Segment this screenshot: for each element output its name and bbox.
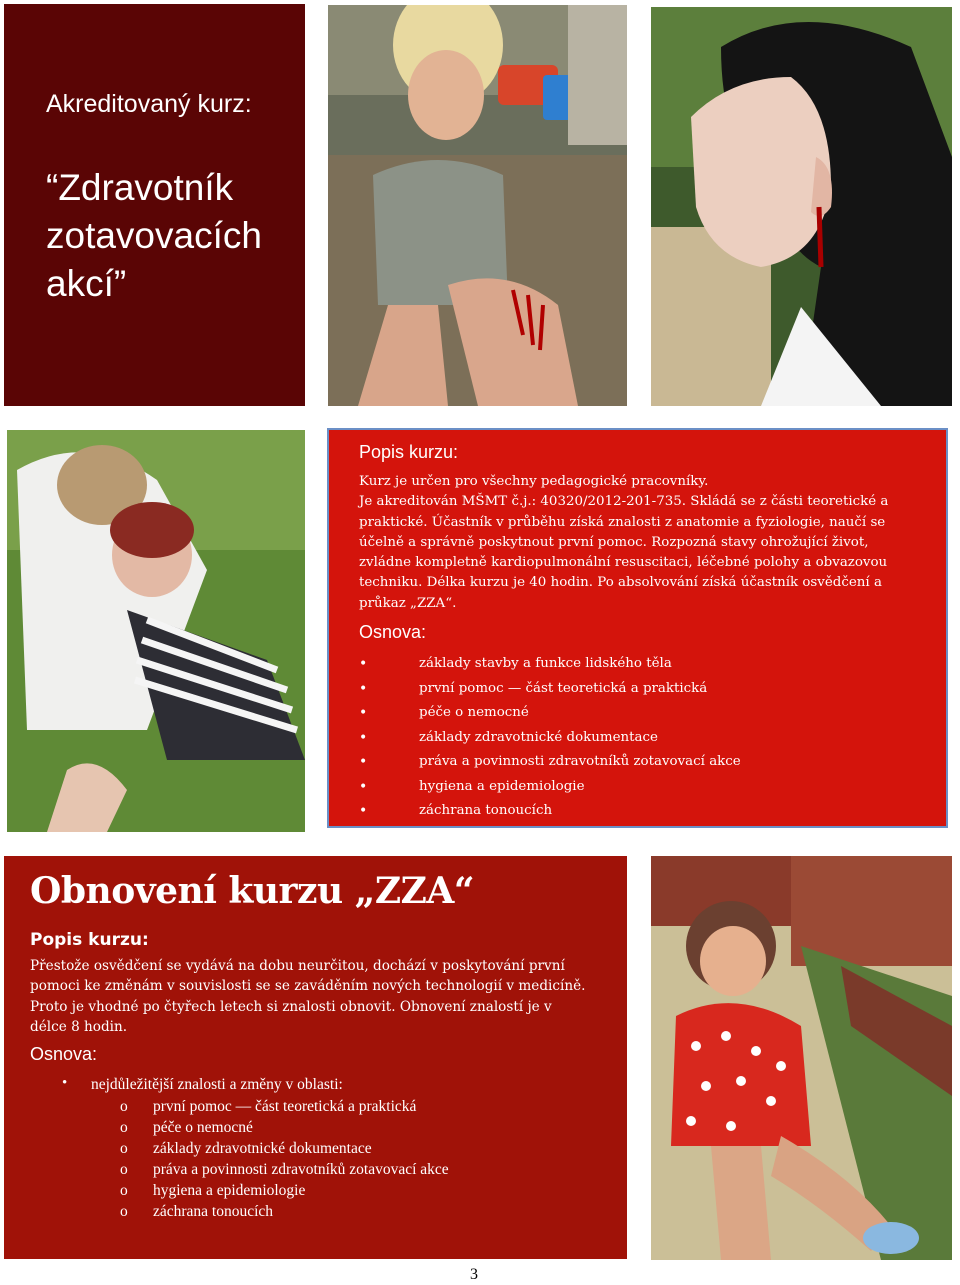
description-line-1: Kurz je určen pro všechny pedagogické pracovníky. xyxy=(359,474,709,489)
course-title-block xyxy=(4,4,305,406)
renewal-main-item-text: nejdůležitější znalosti a změny v oblasti: xyxy=(91,1076,343,1093)
bullet: • xyxy=(62,1075,68,1091)
title-pre: Akreditovaný kurz: xyxy=(46,90,252,118)
photo-woman-bleeding-ear xyxy=(651,7,952,406)
renewal-heading: Popis kurzu: xyxy=(30,930,149,950)
list-item: • první pomoc — část teoretická a praktická xyxy=(359,677,741,702)
page-number: 3 xyxy=(470,1266,478,1283)
renewal-block xyxy=(4,856,627,1259)
list-item: o práva a povinnosti zdravotníků zotavovací akce xyxy=(120,1161,449,1178)
list-item: o hygiena a epidemiologie xyxy=(120,1182,306,1199)
list-item: o základy zdravotnické dokumentace xyxy=(120,1140,372,1157)
renewal-text: Přestože osvědčení se vydává na dobu neurčitou, dochází v poskytování první pomoci ke změnám v souvislosti se se zaváděním nových technologií v medicíně. Proto je vhodné po čtyřech letech si znalosti obnovit. Obnovení znalostí je v délce 8 hodin. xyxy=(30,958,586,1036)
renewal-sub-list xyxy=(120,1096,449,1222)
list-item: o péče o nemocné xyxy=(120,1119,253,1136)
description-text xyxy=(359,472,919,614)
course-description-block xyxy=(327,428,948,828)
list-item: • práva a povinnosti zdravotníků zotavovací akce xyxy=(359,750,741,775)
description-heading: Popis kurzu: xyxy=(359,442,459,462)
list-item: • záchrana tonoucích xyxy=(359,799,741,824)
course-title: “Zdravotník zotavovacích akcí” xyxy=(46,167,262,304)
photo-first-aid-recovery xyxy=(7,430,305,832)
syllabus-heading: Osnova: xyxy=(359,622,427,642)
renewal-syllabus-heading: Osnova: xyxy=(30,1044,98,1064)
list-item: • péče o nemocné xyxy=(359,701,741,726)
renewal-title: Obnovení kurzu „ZZA“ xyxy=(30,870,475,912)
photo-girl-red-dress xyxy=(651,856,952,1260)
syllabus-list xyxy=(359,652,741,824)
list-item: o záchrana tonoucích xyxy=(120,1203,274,1220)
photo-girl-injured-knee xyxy=(328,5,627,406)
list-item: • základy stavby a funkce lidského těla xyxy=(359,652,741,677)
list-item: • základy zdravotnické dokumentace xyxy=(359,726,741,751)
list-item: • hygiena a epidemiologie xyxy=(359,775,741,800)
description-line-2: Je akreditován MŠMT č.j.: 40320/2012-201-735. Skládá se z části teoretické a praktické. Účastník v průběhu získá znalosti z anatomie a fyziologie, naučí se účelně a správně poskytnout první pomoc. Rozpozná stavy ohrožující život, zvládne kompletně kardiopulmonální resuscitaci, léčebné polohy a obvazovou techniku. Délka kurzu je 40 hodin. Po absolvování získá účastník osvědčení a průkaz „ZZA“. xyxy=(359,494,889,611)
list-item: o první pomoc — část teoretická a praktická xyxy=(120,1098,417,1115)
